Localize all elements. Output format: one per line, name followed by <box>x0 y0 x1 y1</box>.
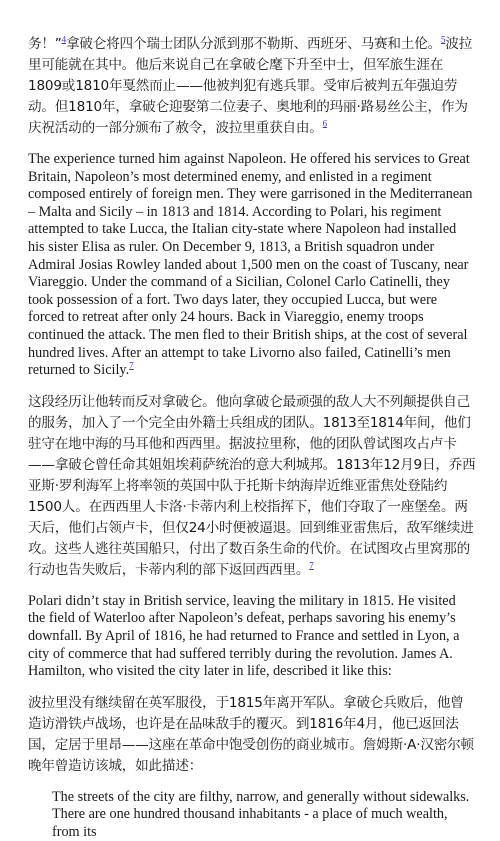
paragraph-en-1 <box>28 151 476 380</box>
paragraph-text: 波拉里可能就在其中。他后来说自己在拿破仑麾下升至中士，但军旅生涯在1809或1810年戛然而止——他被判犯有逃兵罪。受审后被判五年强迫劳动。但1810年，拿破仑迎娶第二位妻子、奥地利的玛丽·路易丝公主，作为庆祝活动的一部分颁布了赦令，波拉里重获自由。 <box>28 36 473 136</box>
paragraph-text: 这段经历让他转而反对拿破仑。他向拿破仑最顽强的敌人大不列颠提供自己的服务，加入了一个完全由外籍士兵组成的团队。1813至1814年间，他们驻守在地中海的马耳他和西西里。据波拉里称，他的团队曾试图攻占卢卡——拿破仑曾任命其姐姐埃莉萨统治的意大利城邦。1813年12月9日，乔西亚斯·罗利海军上将率领的英国中队于托斯卡纳海岸近维亚雷焦处登陆约1500人。在西西里人卡洛·卡蒂内利上校指挥下，他们夺取了一座堡垒。两天后，他们占领卢卡，但仅24小时便被逼退。回到维亚雷焦后，敌军继续进攻。这些人逃往英国船只，付出了数百条生命的代价。在试图攻占里窝那的行动也告失败后，卡蒂内利的部下返回西西里。 <box>28 393 476 578</box>
footnote-link[interactable]: 7 <box>129 360 134 371</box>
paragraph-zh-1 <box>28 34 476 139</box>
paragraph-zh-3 <box>28 693 476 777</box>
document-page <box>28 34 476 841</box>
paragraph-en-2 <box>28 593 476 681</box>
footnote-link[interactable]: 4 <box>61 34 66 45</box>
footnote-link[interactable]: 5 <box>440 34 446 45</box>
paragraph-text: The experience turned him against Napoleon. He offered his services to Great Britain, Napoleon’s most determined enemy, and enlisted in a regiment composed entirely of foreign men. They were garrisoned in the Mediterranean – Malta and Sicily – in 1813 and 1814. According to Polari, his regiment attempted to take Lucca, the Italian city-state where Napoleon had installed his sister Elisa as ruler. On December 9, 1813, a British squadron under Admiral Josias Rowley landed about 1,500 men on the coast of Tuscany, near Viareggio. Under the command of a Sicilian, Colonel Carlo Catinelli, they took possession of a fort. Two days later, they occupied Lucca, but were forced to retreat after only 24 hours. Back in Viareggio, enemy troops continued the attack. The men fled to their British ships, at the cost of several hundred lives. After an attempt to take Livorno also failed, Catinelli’s men returned to Sicily. <box>28 151 473 379</box>
paragraph-text: 波拉里没有继续留在英军服役，于1815年离开军队。拿破仑兵败后，他曾造访滑铁卢战场，也许是在品味敌手的覆灭。到1816年4月，他已返回法国，定居于里昂——这座在革命中饱受创伤的商业城市。詹姆斯·A·汉密尔顿晚年曾造访该城，如此描述： <box>28 694 474 774</box>
paragraph-text: Polari didn’t stay in British service, leaving the military in 1815. He visited the field of Waterloo after Napoleon’s defeat, perhaps savoring his enemy’s downfall. By April of 1816, he had returned to France and settled in Lyon, a city of commerce that had suffered terribly during the revolution. James A. Hamilton, who visited the city later in life, described it like this: <box>28 592 460 680</box>
paragraph-zh-2 <box>28 392 476 581</box>
footnote-link[interactable]: 7 <box>309 560 314 571</box>
paragraph-text: 务！” <box>28 36 62 52</box>
footnote-link[interactable]: 6 <box>322 118 327 129</box>
block-quote: The streets of the city are filthy, narrow, and generally without sidewalks. There are one hundred thousand inhabitants - a place of much wealth, from its <box>52 788 470 840</box>
paragraph-text: 拿破仑将四个瑞士团队分派到那不勒斯、西班牙、马赛和土伦。 <box>65 36 441 52</box>
